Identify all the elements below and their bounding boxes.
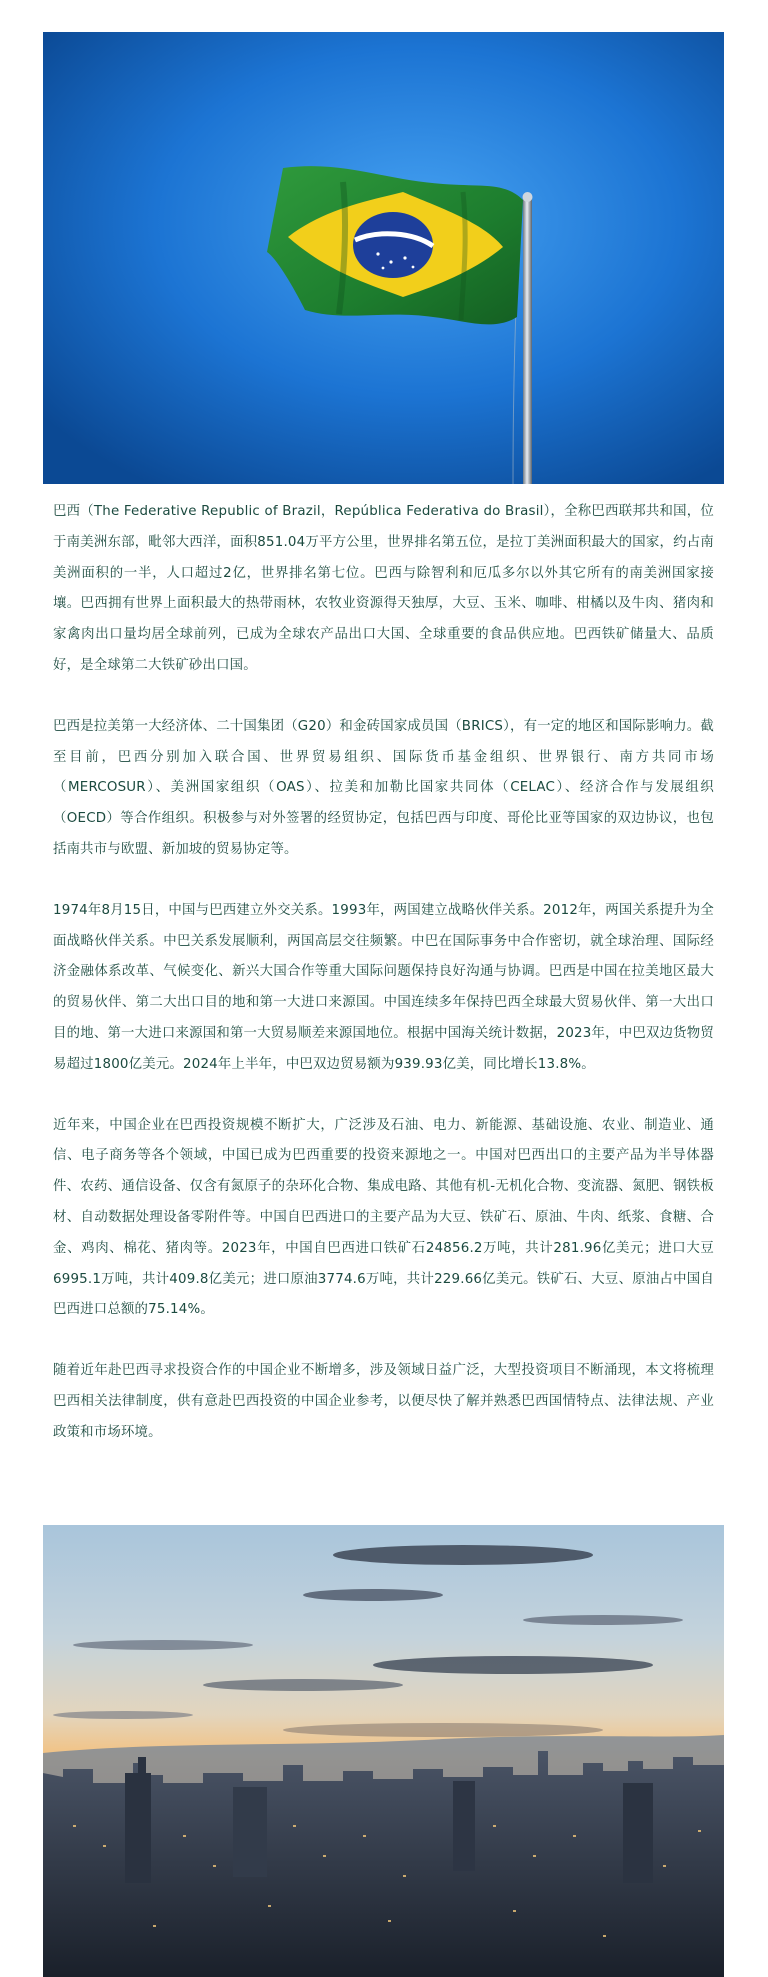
city-skyline-image [43, 1525, 724, 1977]
hero-image [43, 32, 724, 484]
article-body [53, 497, 714, 1479]
paragraph-china-brazil-relations: 1974年8月15日，中国与巴西建立外交关系。1993年，两国建立战略伙伴关系。2012年，两国关系提升为全面战略伙伴关系。中巴关系发展顺利，两国高层交往频繁。中巴在国际事务中合作密切，就全球治理、国际经济金融体系改革、气候变化、新兴大国合作等重大国际问题保持良好沟通与协调。巴西是中国在拉美地区最大的贸易伙伴、第二大出口目的地和第一大进口来源国。中国连续多年保持巴西全球最大贸易伙伴、第一大出口目的地、第一大进口来源国和第一大贸易顺差来源国地位。根据中国海关统计数据，2023年，中巴双边货物贸易超过1800亿美元。2024年上半年，中巴双边贸易额为939.93亿美，同比增长13.8%。 [53, 902, 714, 1072]
brazil-flag-illustration [43, 32, 724, 484]
city-skyline-illustration [43, 1525, 724, 1977]
paragraph-conclusion: 随着近年赴巴西寻求投资合作的中国企业不断增多，涉及领域日益广泛，大型投资项目不断涌现，本文将梳理巴西相关法律制度，供有意赴巴西投资的中国企业参考，以便尽快了解并熟悉巴西国情特点、法律法规、产业政策和市场环境。 [53, 1363, 714, 1440]
paragraph-investment-trade: 近年来，中国企业在巴西投资规模不断扩大，广泛涉及石油、电力、新能源、基础设施、农业、制造业、通信、电子商务等各个领域，中国已成为巴西重要的投资来源地之一。中国对巴西出口的主要产品为半导体器件、农药、通信设备、仅含有氮原子的杂环化合物、集成电路、其他有机-无机化合物、变流器、氮肥、钢铁板材、自动数据处理设备零附件等。中国自巴西进口的主要产品为大豆、铁矿石、原油、牛肉、纸浆、食糖、合金、鸡肉、棉花、猪肉等。2023年，中国自巴西进口铁矿石24856.2万吨，共计281.96亿美元；进口大豆6995.1万吨，共计409.8亿美元；进口原油3774.6万吨，共计229.66亿美元。铁矿石、大豆、原油占中国自巴西进口总额的75.14%。 [53, 1117, 714, 1318]
paragraph-intro: 巴西（The Federative Republic of Brazil，República Federativa do Brasil），全称巴西联邦共和国，位于南美洲东部，毗邻大西洋，面积851.04万平方公里，世界排名第五位，是拉丁美洲面积最大的国家，约占南美洲面积的一半，人口超过2亿，世界排名第七位。巴西与除智利和厄瓜多尔以外其它所有的南美洲国家接壤。巴西拥有世界上面积最大的热带雨林，农牧业资源得天独厚，大豆、玉米、咖啡、柑橘以及牛肉、猪肉和家禽肉出口量均居全球前列，已成为全球农产品出口大国、全球重要的食品供应地。巴西铁矿储量大、品质好，是全球第二大铁矿砂出口国。 [53, 504, 714, 673]
paragraph-international: 巴西是拉美第一大经济体、二十国集团（G20）和金砖国家成员国（BRICS），有一定的地区和国际影响力。截至目前，巴西分别加入联合国、世界贸易组织、国际货币基金组织、世界银行、南方共同市场（MERCOSUR）、美洲国家组织（OAS）、拉美和加勒比国家共同体（CELAC）、经济合作与发展组织（OECD）等合作组织。积极参与对外签署的经贸协定，包括巴西与印度、哥伦比亚等国家的双边协议，也包括南共市与欧盟、新加坡的贸易协定等。 [53, 718, 714, 857]
